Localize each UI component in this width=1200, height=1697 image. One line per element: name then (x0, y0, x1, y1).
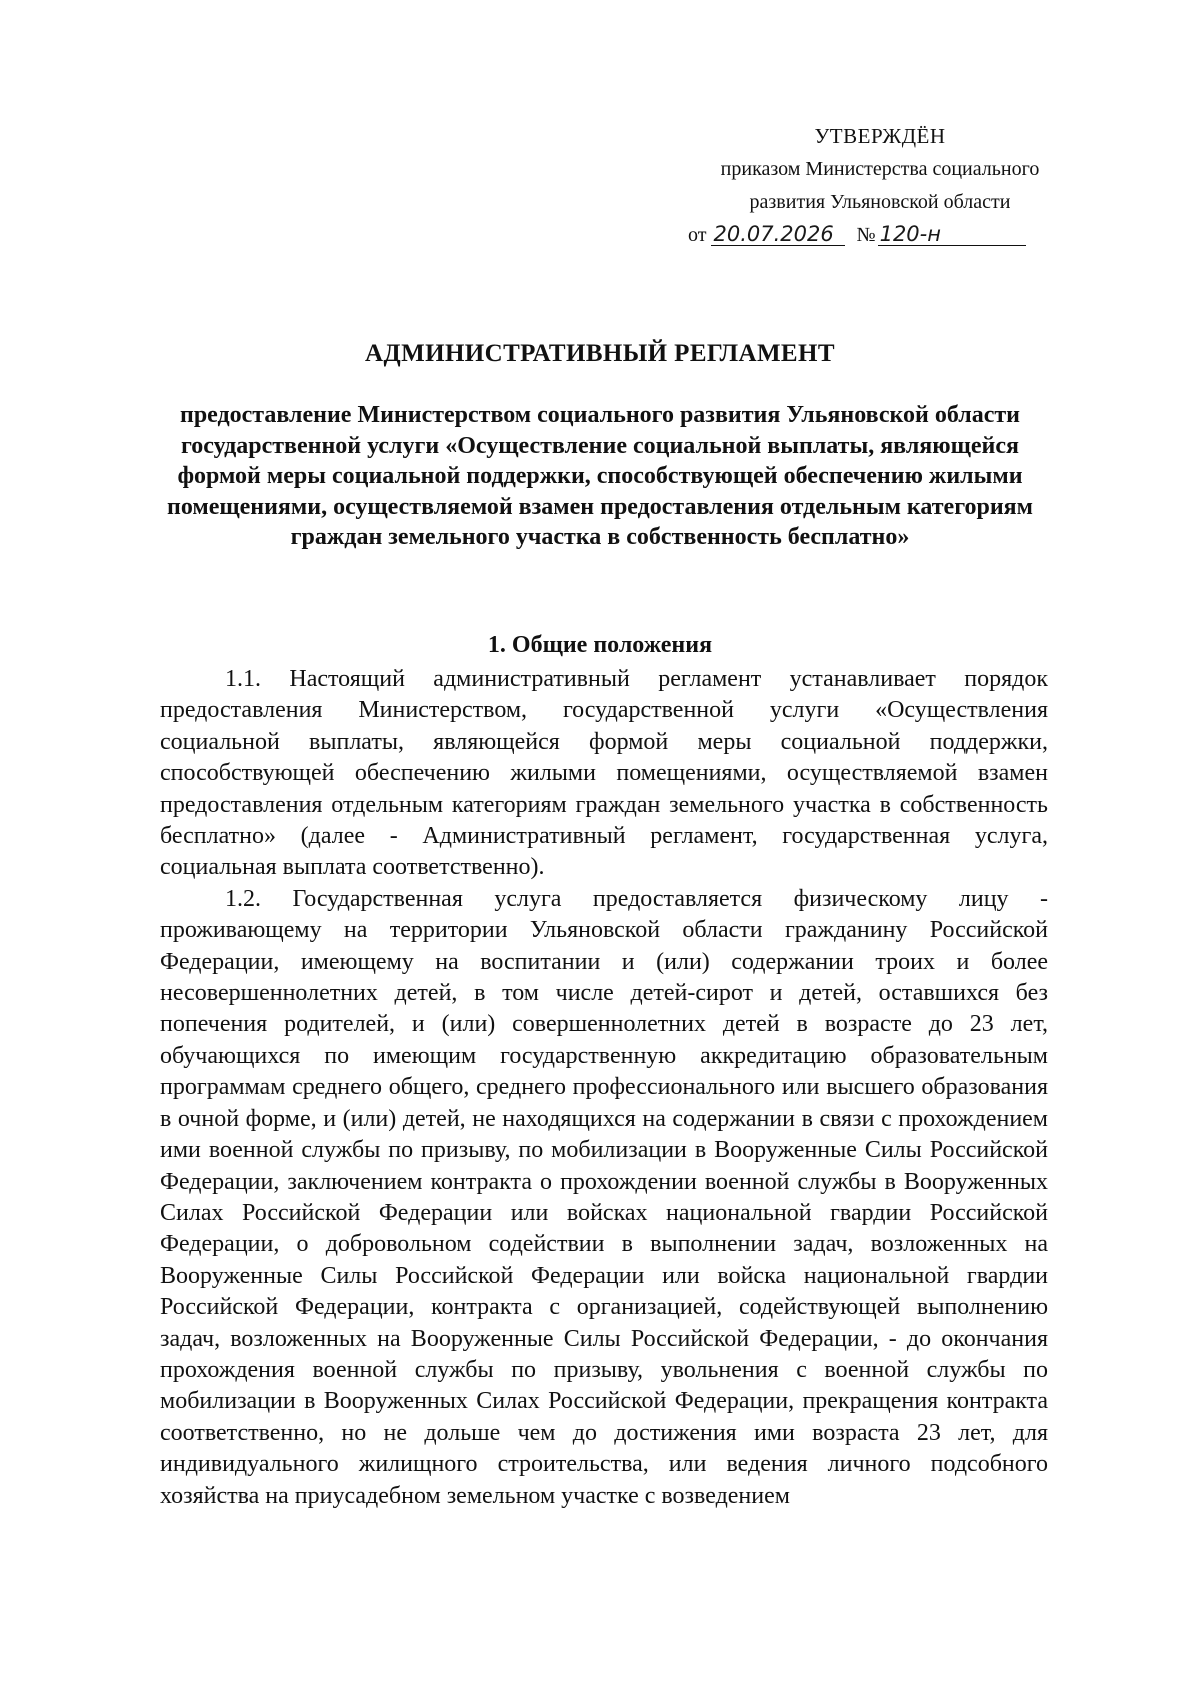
approval-ministry-line: развития Ульяновской области (749, 191, 1011, 213)
paragraph-1-2: 1.2. Государственная услуга предоставляется физическому лицу - проживающему на территории Ульяновской области гражданину Российской Федерации, имеющему на воспитании и (или) содержании троих и более несовершеннолетних детей, в том числе детей-сирот и детей, оставшихся без попечения родителей, и (или) совершеннолетних детей в возрасте до 23 лет, обучающихся по имеющим государственную аккредитацию образовательным программам среднего общего, среднего профессионального или высшего образования в очной форме, и (или) детей, не находящихся на содержании в связи с прохождением ими военной службы по призыву, по мобилизации в Вооруженные Силы Российской Федерации, заключением контракта о прохождении военной службы в Вооруженных Силах Российской Федерации или войсках национальной гвардии Российской Федерации, о добровольном содействии в выполнении задач, возложенных на Вооруженные Силы Российской Федерации или войска национальной гвардии Российской Федерации, контракта с организацией, содействующей выполнению задач, возложенных на Вооруженные Силы Российской Федерации, - до окончания прохождения военной службы по призыву, увольнения с военной службы по мобилизации в Вооруженных Силах Российской Федерации, прекращения контракта соответственно, но не дольше чем до достижения ими возраста 23 лет, для индивидуального жилищного строительства, или ведения личного подсобного хозяйства на приусадебном земельном участке с возведением (160, 885, 1048, 1509)
section-body (160, 664, 1048, 1512)
document-subtitle: предоставление Министерством социального развития Ульяновской области государственной услуги «Осуществление социальной выплаты, являющейся формой меры социальной поддержки, способствующей обеспечению жилыми помещениями, осуществляемой взамен предоставления отдельным категориям граждан земельного участка в собственность бесплатно» (166, 402, 1034, 550)
section-heading: 1. Общие положения (487, 632, 713, 658)
approval-stamp-title: УТВЕРЖДЁН (814, 124, 946, 148)
number-sign: № (856, 224, 876, 246)
approval-order-line: приказом Министерства социального (720, 158, 1040, 180)
handwritten-order-number: 120-н (878, 223, 1026, 246)
handwritten-date: 20.07.2026 (711, 223, 845, 246)
paragraph-1-1: 1.1. Настоящий административный регламент устанавливает порядок предоставления Министерством, государственной услуги «Осуществления социальной выплаты, являющейся формой меры социальной поддержки, способствующей обеспечению жилыми помещениями, осуществляемой взамен предоставления отдельным категориям граждан земельного участка в собственность бесплатно» (далее - Административный регламент, государственная услуга, социальная выплата соответственно). (160, 666, 1048, 881)
approval-block (660, 120, 1100, 252)
document-title: АДМИНИСТРАТИВНЫЙ РЕГЛАМЕНТ (365, 340, 835, 367)
approval-date-number-line (660, 219, 1100, 252)
date-prefix: от (688, 224, 707, 246)
